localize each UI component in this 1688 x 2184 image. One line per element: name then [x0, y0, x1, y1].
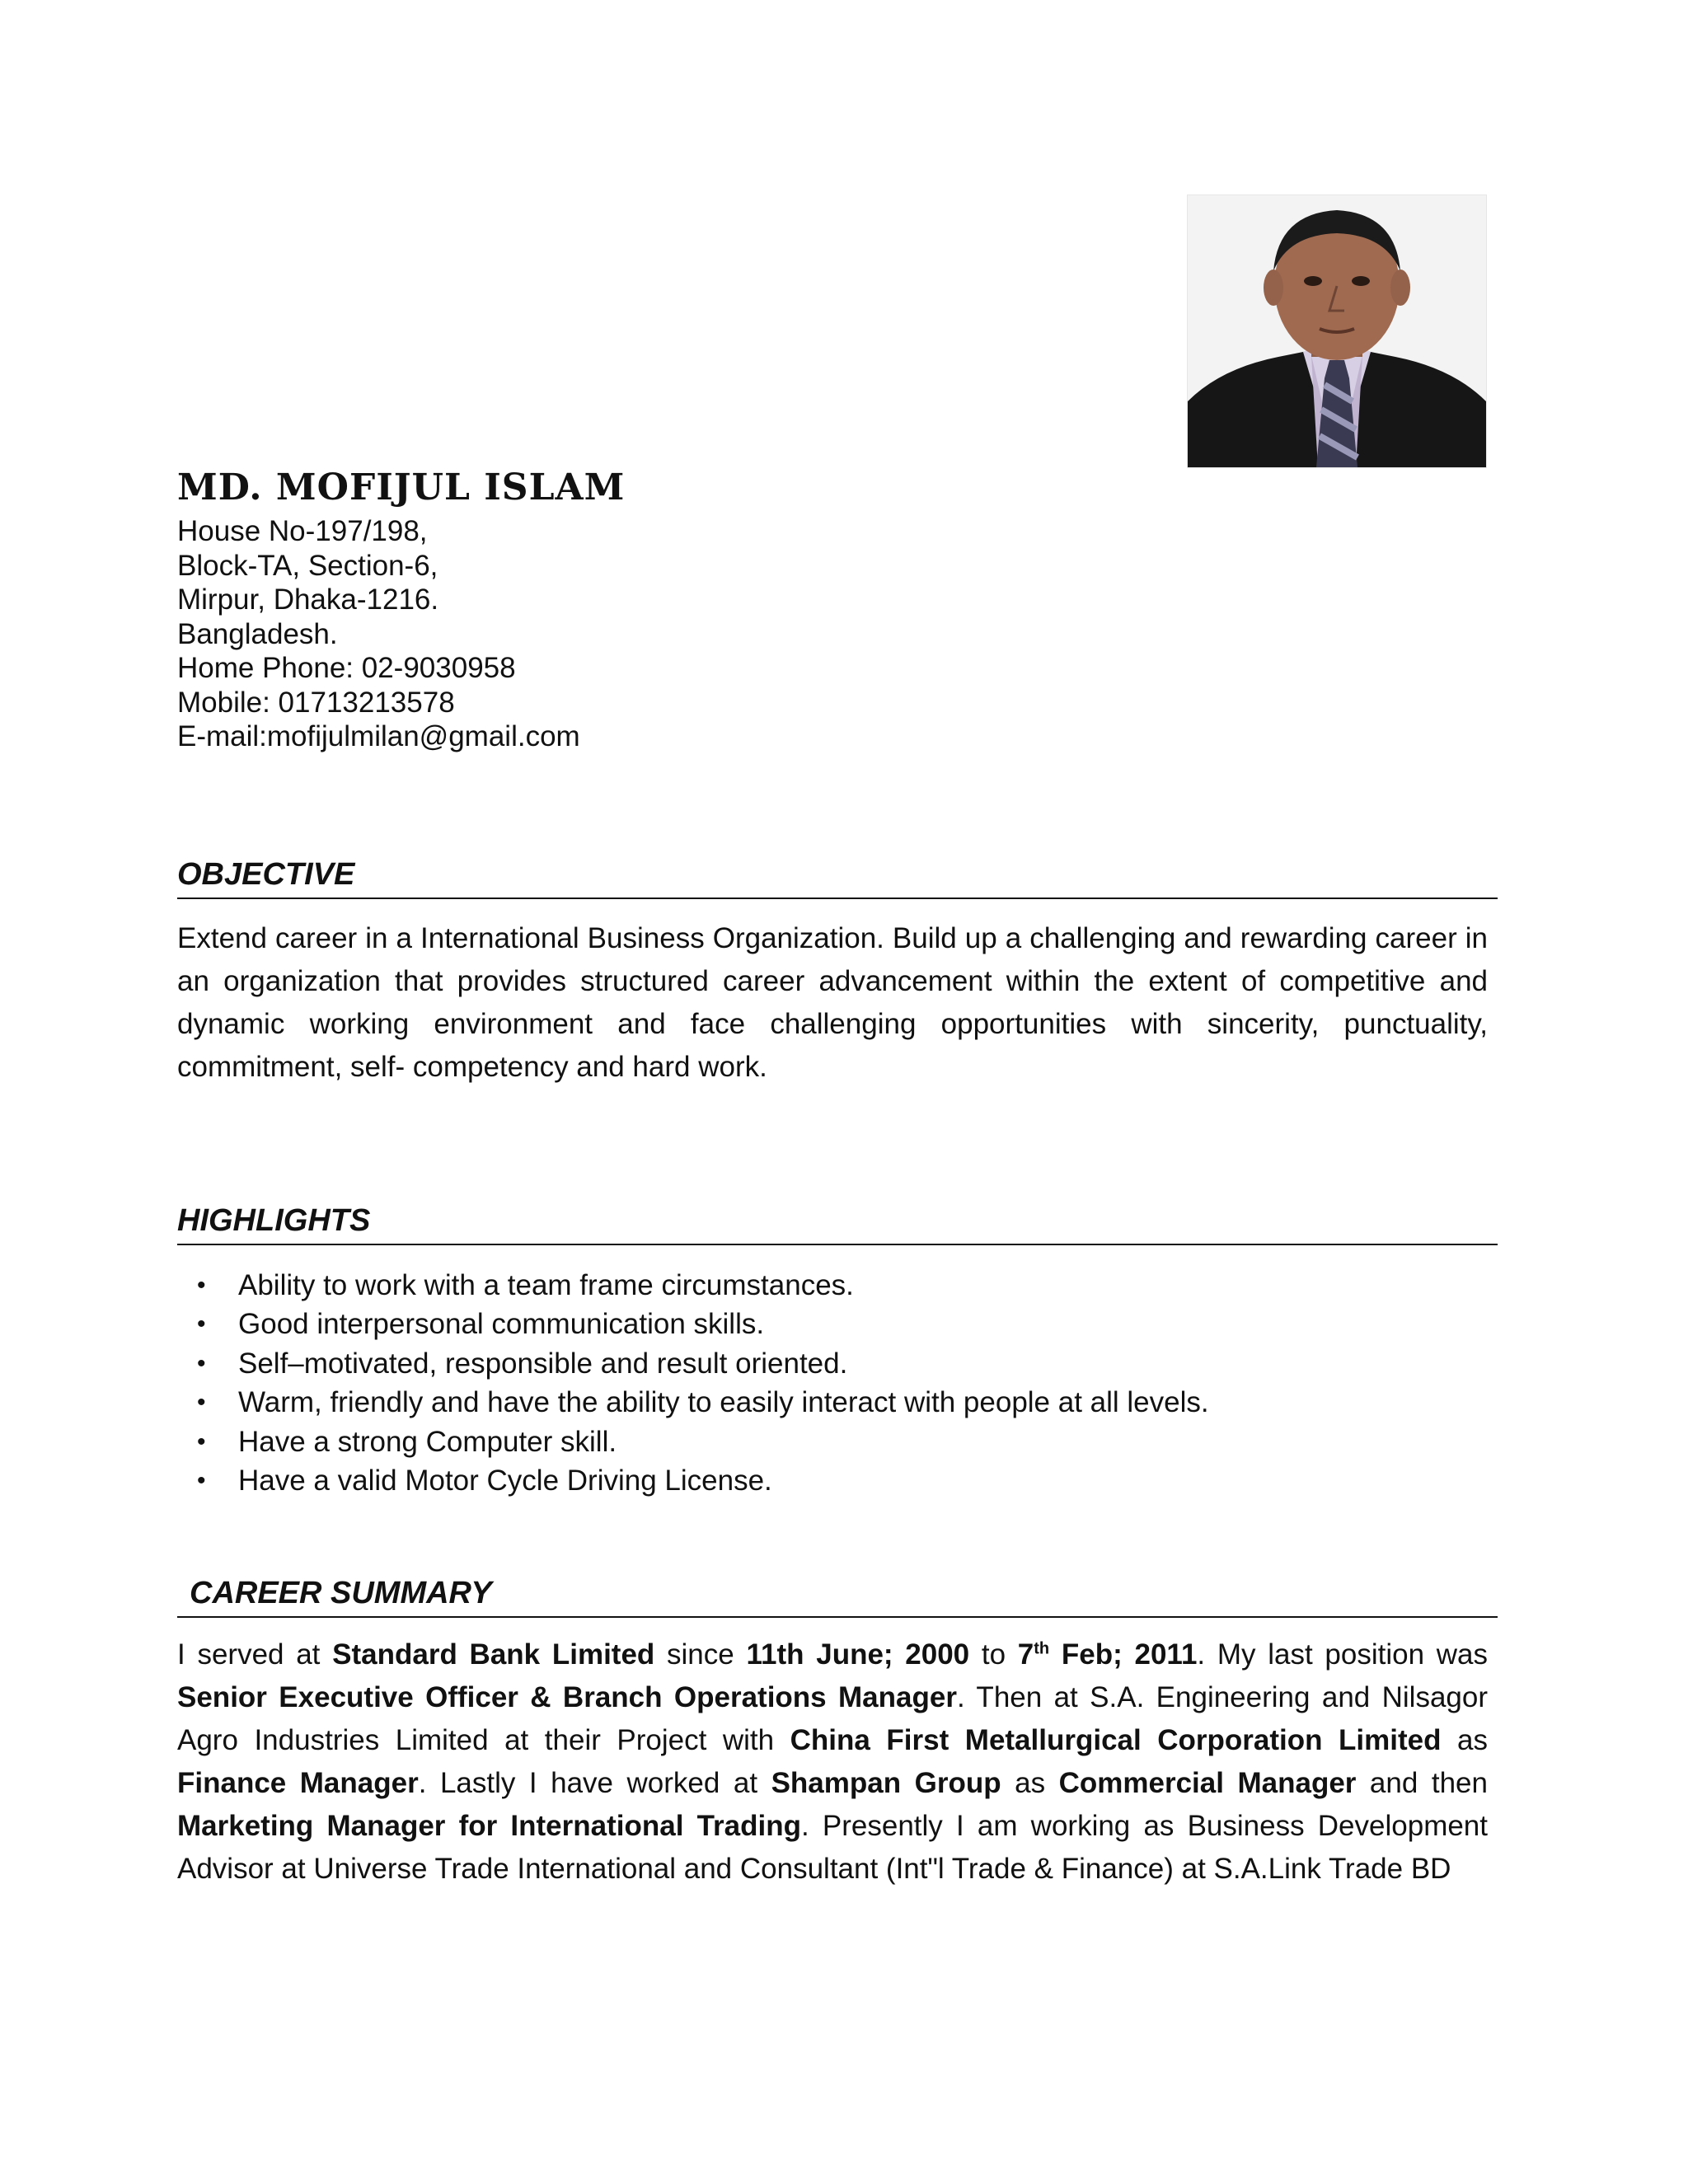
career-text-segment: Commercial Manager	[1058, 1767, 1357, 1799]
career-text-segment: Senior Executive Officer & Branch Operations Manager	[177, 1681, 957, 1713]
career-text-segment: I served at	[177, 1638, 333, 1671]
bullet-icon: •	[197, 1467, 206, 1495]
career-text-segment: since	[654, 1638, 747, 1671]
career-text-segment: Shampan Group	[771, 1767, 1001, 1799]
list-item: • Warm, friendly and have the ability to easily interact with people at all levels.	[177, 1383, 1488, 1422]
highlights-list	[177, 1266, 1488, 1500]
career-summary-text	[177, 1633, 1488, 1891]
bullet-icon: •	[197, 1389, 206, 1417]
email-address: E-mail:mofijulmilan@gmail.com	[177, 720, 580, 752]
bullet-icon: •	[197, 1427, 206, 1455]
career-text-segment: Marketing Manager for International Trading	[177, 1810, 802, 1842]
career-text-segment: 11th June; 2000	[746, 1638, 970, 1671]
career-text-segment: . Lastly I have worked at	[418, 1767, 771, 1799]
contact-details	[177, 514, 580, 754]
profile-photo	[1187, 194, 1487, 468]
career-text-segment: 7	[1017, 1638, 1034, 1671]
home-phone: Home Phone: 02-9030958	[177, 652, 516, 684]
address-line-3: Mirpur, Dhaka-1216.	[177, 583, 439, 616]
bullet-icon: •	[197, 1310, 206, 1338]
career-text-segment: to	[969, 1638, 1018, 1671]
objective-heading: OBJECTIVE	[177, 857, 1498, 899]
bullet-icon: •	[197, 1272, 206, 1299]
career-text-segment: China First Metallurgical Corporation Limited	[790, 1724, 1442, 1756]
list-item: • Good interpersonal communication skills.	[177, 1305, 1488, 1343]
objective-text: Extend career in a International Business Organization. Build up a challenging and rewarding career in an organization that provides structured career advancement within the extent of competitive and dynamic working environment and face challenging opportunities with sincerity, punctuality, commitment, self- competency and hard work.	[177, 922, 1488, 1083]
portrait-image	[1188, 195, 1486, 467]
career-text-segment: Standard Bank Limited	[332, 1638, 655, 1671]
list-item: • Ability to work with a team frame circumstances.	[177, 1266, 1488, 1305]
mobile-phone: Mobile: 01713213578	[177, 686, 455, 719]
list-item: • Have a valid Motor Cycle Driving License.	[177, 1461, 1488, 1500]
career-text-segment: . My last position was	[1197, 1638, 1489, 1671]
career-text-segment: Feb; 2011	[1049, 1638, 1198, 1671]
candidate-name: MD. MOFIJUL ISLAM	[177, 466, 626, 509]
career-text-segment: and then	[1356, 1767, 1488, 1799]
address-country: Bangladesh.	[177, 617, 338, 650]
list-item: • Have a strong Computer skill.	[177, 1422, 1488, 1461]
career-text-segment: . Presently I am working as Business Development Advisor at Universe Trade International and Consultant (Int"l Trade & Finance) at S.A.Link Trade BD	[177, 1810, 1488, 1885]
address-line-2: Block-TA, Section-6,	[177, 549, 438, 582]
career-summary-heading: CAREER SUMMARY	[177, 1576, 1498, 1618]
career-text-segment: Finance Manager	[177, 1767, 419, 1799]
career-text-segment: as	[1001, 1767, 1059, 1799]
career-text-segment: th	[1034, 1639, 1050, 1658]
bullet-icon: •	[197, 1349, 206, 1377]
career-text-segment: as	[1441, 1724, 1488, 1756]
career-text-segment: . Then at S.A. Engineering and Nilsagor Agro Industries Limited at their Project with	[177, 1681, 1488, 1756]
highlights-heading: HIGHLIGHTS	[177, 1203, 1498, 1245]
list-item: • Self–motivated, responsible and result oriented.	[177, 1344, 1488, 1383]
address-line-1: House No-197/198,	[177, 515, 428, 547]
